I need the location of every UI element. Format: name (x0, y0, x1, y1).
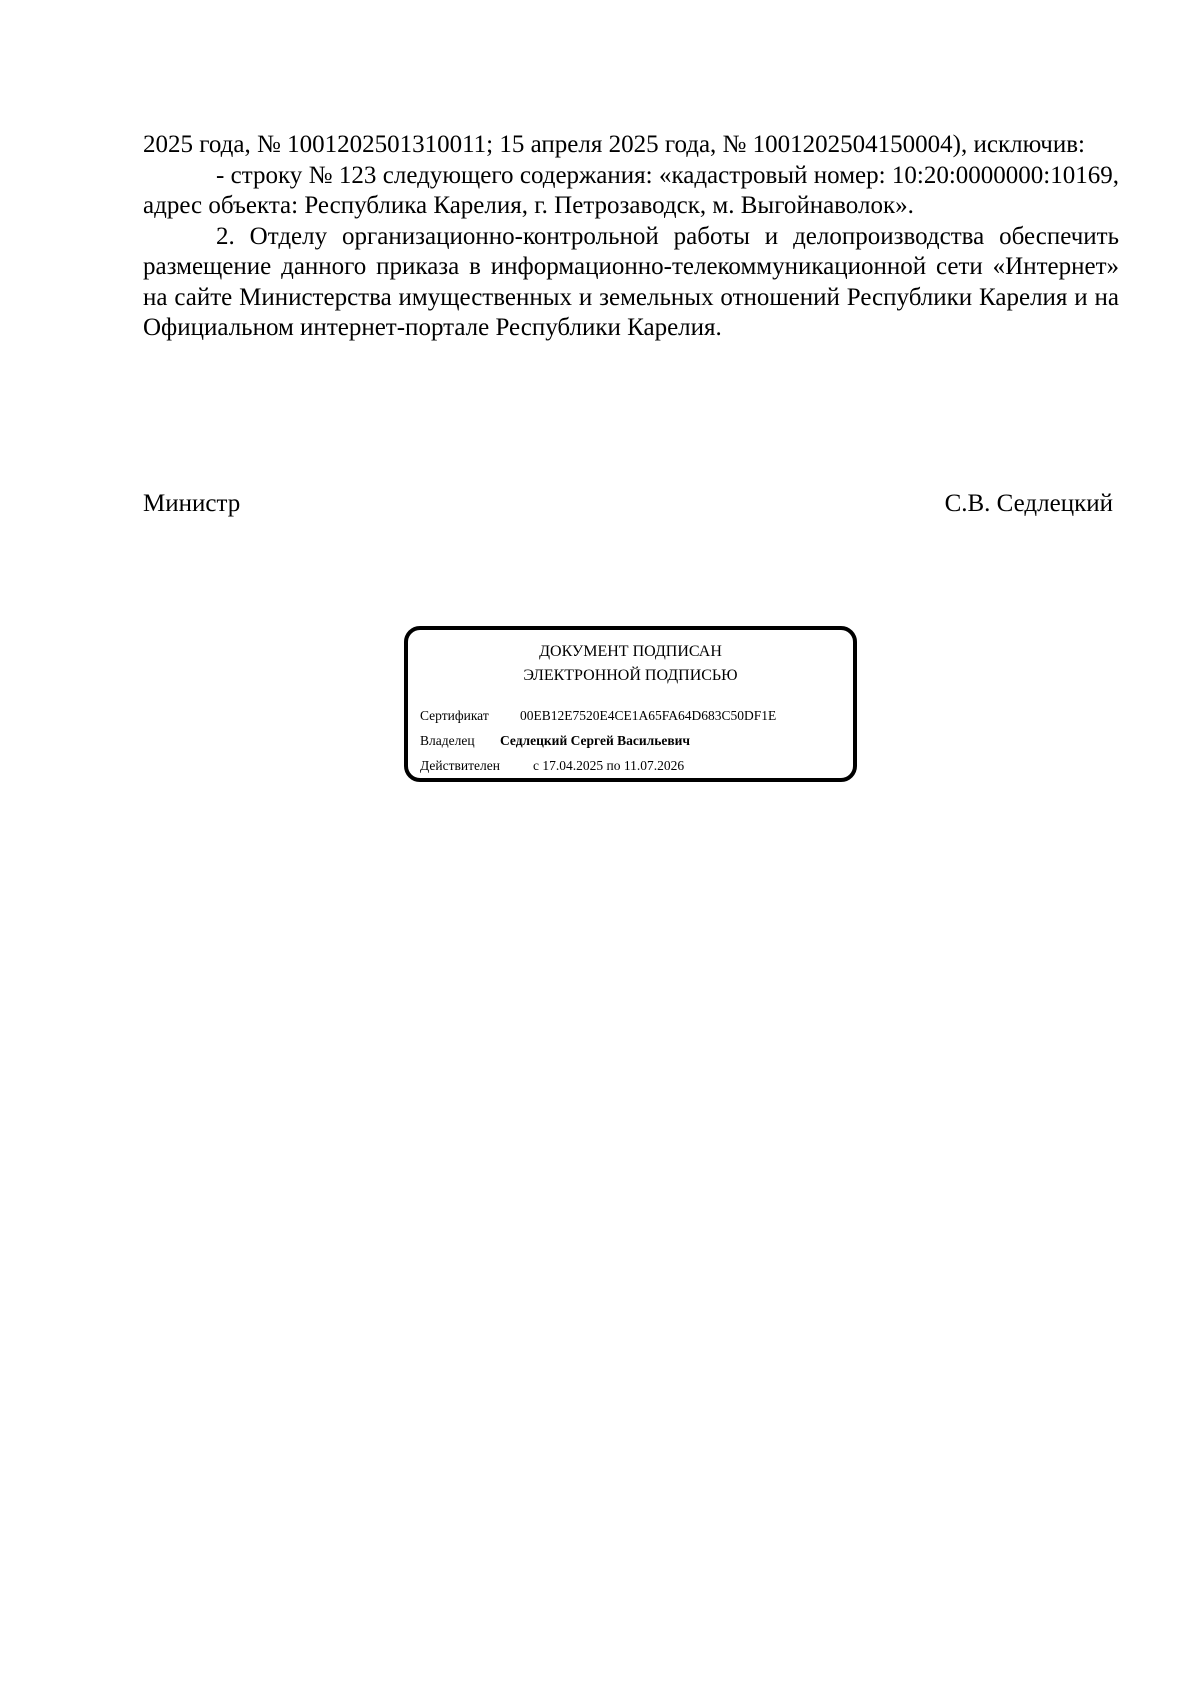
signatory-name: С.В. Седлецкий (944, 490, 1113, 517)
paragraph-exclusion-item: - строку № 123 следующего содержания: «кадастровый номер: 10:20:0000000:10169, адрес объекта: Республика Карелия, г. Петрозаводск, м. Выгойнаволок». (143, 161, 1119, 219)
stamp-owner-label: Владелец (420, 733, 475, 748)
electronic-signature-stamp (404, 626, 857, 782)
stamp-owner-row (420, 731, 690, 751)
stamp-validity-label: Действителен (420, 758, 500, 773)
stamp-owner-value: Седлецкий Сергей Васильевич (500, 733, 691, 748)
paragraph-continuation: 2025 года, № 1001202501310011; 15 апреля 2025 года, № 1001202504150004), исключив: (143, 131, 1085, 158)
signature-block (143, 489, 1113, 519)
signatory-position: Министр (143, 490, 241, 517)
document-body (143, 130, 1119, 344)
stamp-validity-value: с 17.04.2025 по 11.07.2026 (533, 758, 685, 773)
stamp-certificate-value: 00EB12E7520E4CE1A65FA64D683C50DF1E (520, 708, 777, 723)
stamp-certificate-label: Сертификат (420, 708, 489, 723)
stamp-header-line2: ЭЛЕКТРОННОЙ ПОДПИСЬЮ (523, 667, 738, 684)
stamp-header-line1: ДОКУМЕНТ ПОДПИСАН (539, 643, 722, 660)
stamp-certificate-row (420, 706, 776, 726)
paragraph-item-2: 2. Отделу организационно-контрольной работы и делопроизводства обеспечить размещение данного приказа в информационно-телекоммуникационной сети «Интернет» на сайте Министерства имущественных и земельных отношений Республики Карелия и на Официальном интернет-портале Республики Карелия. (143, 222, 1119, 341)
stamp-validity-row (420, 756, 684, 776)
